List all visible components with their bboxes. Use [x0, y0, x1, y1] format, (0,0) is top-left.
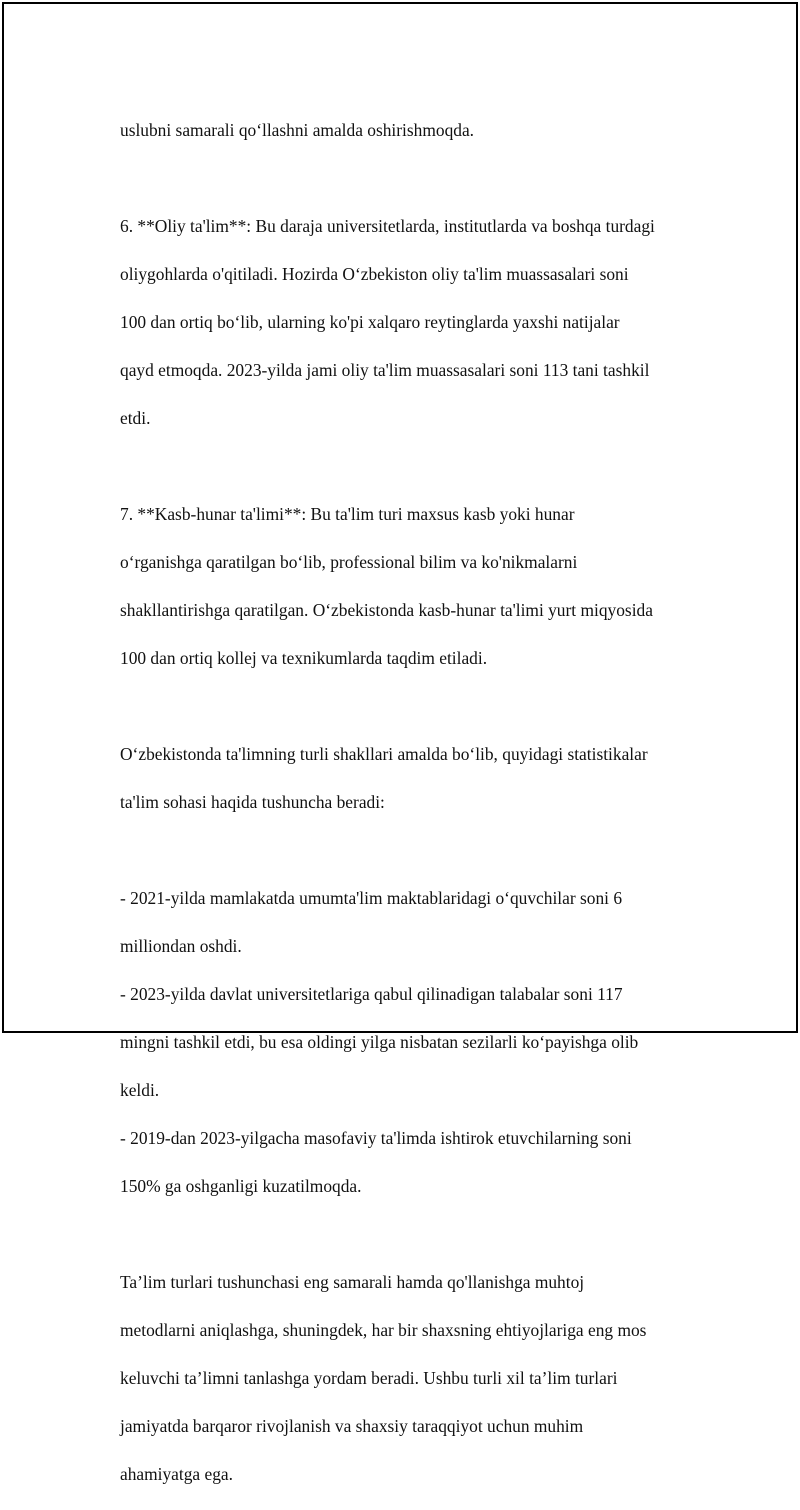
- document-body: [120, 94, 700, 1510]
- text-line: keluvchi ta’limni tanlashga yordam beradi. Ushbu turli xil ta’lim turlari: [120, 1368, 618, 1388]
- text-line: uslubni samarali qo‘llashni amalda oshirishmoqda.: [120, 120, 475, 140]
- text-line: o‘rganishga qaratilgan bo‘lib, professional bilim va ko'nikmalarni: [120, 552, 578, 572]
- text-line: metodlarni aniqlashga, shuningdek, har bir shaxsning ehtiyojlariga eng mos: [120, 1320, 647, 1340]
- text-line: jamiyatda barqaror rivojlanish va shaxsiy taraqqiyot uchun muhim: [120, 1416, 584, 1436]
- text-line: 6. **Oliy ta'lim**: Bu daraja universitetlarda, institutlarda va boshqa turdagi: [120, 216, 655, 236]
- text-line: 100 dan ortiq bo‘lib, ularning ko'pi xalqaro reytinglarda yaxshi natijalar: [120, 312, 620, 332]
- list-item-line: mingni tashkil etdi, bu esa oldingi yilga nisbatan sezilarli ko‘payishga olib: [120, 1032, 639, 1052]
- text-line: ta'lim sohasi haqida tushuncha beradi:: [120, 792, 385, 812]
- text-line: qayd etmoqda. 2023-yilda jami oliy ta'lim muassasalari soni 113 tani tashkil: [120, 360, 650, 380]
- list-item-line: - 2023-yilda davlat universitetlariga qabul qilinadigan talabalar soni 117: [120, 984, 623, 1004]
- paragraph-kasb-hunar: [120, 478, 700, 694]
- text-line: shakllantirishga qaratilgan. O‘zbekistonda kasb-hunar ta'limi yurt miqyosida: [120, 600, 653, 620]
- list-item-line: milliondan oshdi.: [120, 936, 242, 956]
- list-item-line: keldi.: [120, 1080, 160, 1100]
- list-item-line: 150% ga oshganligi kuzatilmoqda.: [120, 1176, 362, 1196]
- page-frame: [2, 2, 798, 1484]
- text-line: 100 dan ortiq kollej va texnikumlarda taqdim etiladi.: [120, 648, 488, 668]
- paragraph-oliy-talim: [120, 190, 700, 454]
- list-item-line: - 2019-dan 2023-yilgacha masofaviy ta'limda ishtirok etuvchilarning soni: [120, 1128, 632, 1148]
- text-line: 7. **Kasb-hunar ta'limi**: Bu ta'lim turi maxsus kasb yoki hunar: [120, 504, 575, 524]
- text-line: Ta’lim turlari tushunchasi eng samarali hamda qo'llanishga muhtoj: [120, 1272, 585, 1292]
- paragraph-continuation: [120, 94, 700, 166]
- text-line: O‘zbekistonda ta'limning turli shakllari amalda bo‘lib, quyidagi statistikalar: [120, 744, 648, 764]
- paragraph-stats-list: [120, 862, 700, 1222]
- paragraph-stats-intro: [120, 718, 700, 838]
- list-item-line: - 2021-yilda mamlakatda umumta'lim maktablaridagi o‘quvchilar soni 6: [120, 888, 623, 908]
- paragraph-conclusion: [120, 1246, 700, 1510]
- text-line: ahamiyatga ega.: [120, 1464, 233, 1484]
- text-line: oliygohlarda o'qitiladi. Hozirda O‘zbekiston oliy ta'lim muassasalari soni: [120, 264, 629, 284]
- text-line: etdi.: [120, 408, 151, 428]
